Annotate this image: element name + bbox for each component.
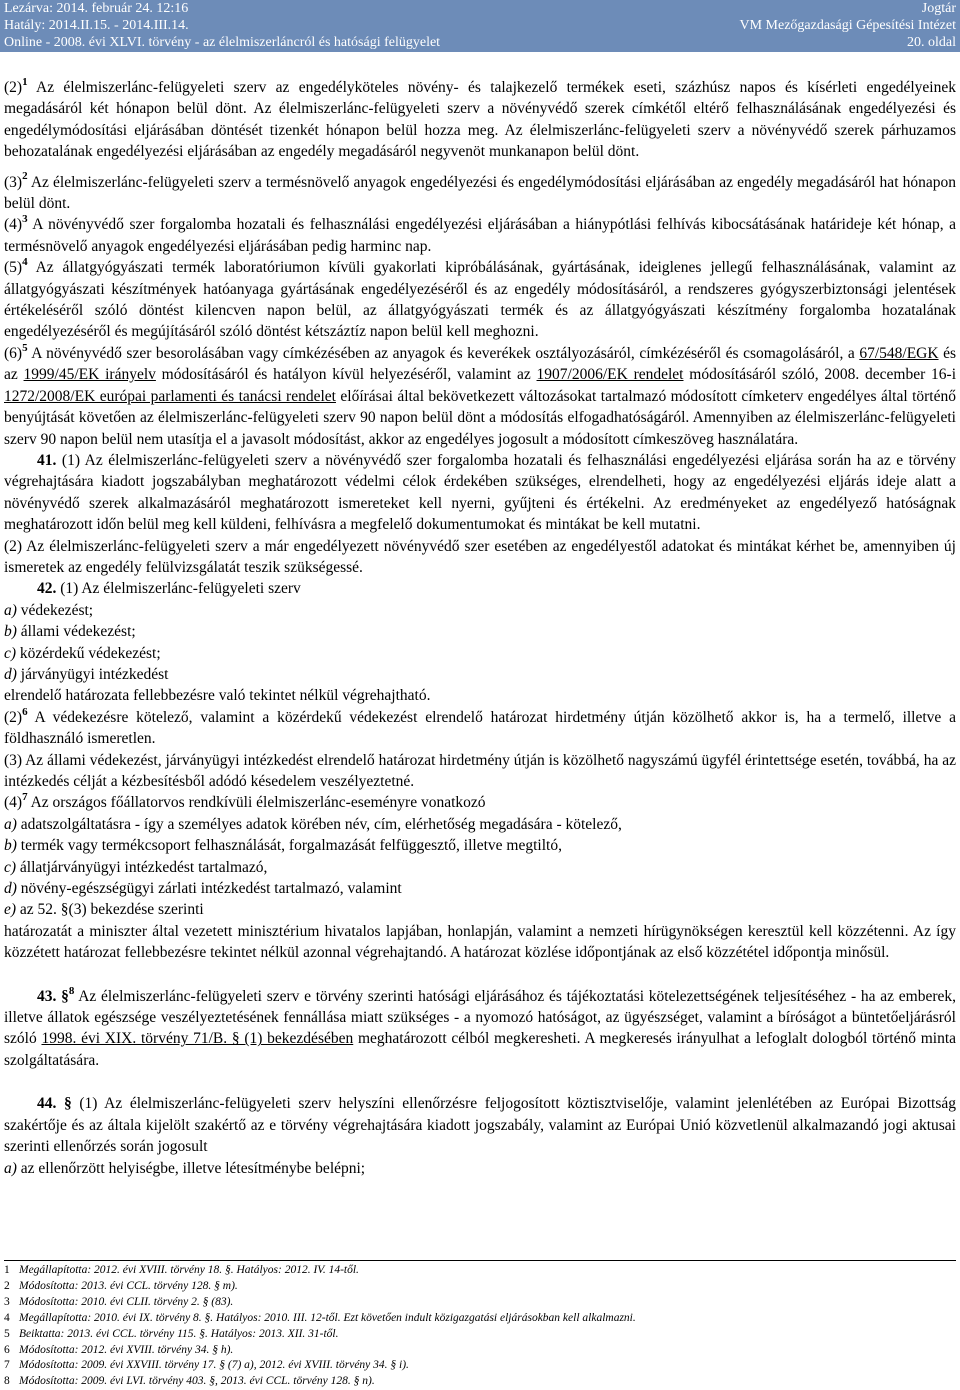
header-validity: Hatály: 2014.II.15. - 2014.III.14. xyxy=(4,18,189,33)
page-header xyxy=(0,0,960,52)
section-number: 41. xyxy=(37,451,57,469)
document-body xyxy=(4,77,956,1179)
list-item: a) védekezést; xyxy=(4,601,94,619)
footnote-ref[interactable]: 2 xyxy=(22,170,28,183)
header-closing-date: Lezárva: 2014. február 24. 12:16 xyxy=(4,1,189,16)
section-43: 43. §$^8$ Az élelmiszerlánc-felügyeleti szerv e törvény szerinti hatósági eljárásához és tájékoztatási kötelezettségének teljesítéséhez - ha az emberek, illetve állatok egészsége veszélyeztetésének fennállása miatt szükséges - a nyomozó hatóságot, az ügyészséget, valamint a bíróságot a büntetőeljárásról szóló 1998. évi XIX. törvény 71/B. § (1) bekezdésében meghatározott célból megkeresheti. A megkeresés irányulhat a lefoglalt dologból történő minta szolgáltatására. xyxy=(4,984,957,1069)
header-institute: VM Mezőgazdasági Gépesítési Intézet xyxy=(739,18,956,33)
link-1999-45-ek[interactable]: 1999/45/EK irányelv xyxy=(23,366,156,384)
footnote-ref[interactable]: 6 xyxy=(22,705,28,718)
section-41-paragraph-1: 41. (1) Az élelmiszerlánc-felügyeleti szerv a növényvédő szer forgalomba hozatali és felhasználási engedélyezési eljárása során ha az e törvény végrehajtására kiadott jogszabályban meghatározott védelmi célok érdekében szükséges, elrendelheti, hogy az engedélyezési eljárás ideje alatt a növényvédő szerek alkalmazásáról meghatározott ismereteket kell nyerni, gyűjteni és értékelni. Az eredményeket az engedélyező hatóságnak meghatározott időn belül meg kell küldeni, felhívásra a megfelelő dokumentumokat és mintákat be kell mutatni. xyxy=(4,451,956,534)
footnote: 6 Módosította: 2012. évi XVIII. törvény 34. § h). xyxy=(4,1343,234,1356)
list-item: d) járványügyi intézkedést xyxy=(4,665,169,683)
footnote-ref[interactable]: 5 xyxy=(22,341,28,354)
paragraph-4: $(4)^3$ A növényvédő szer forgalomba hozatali és felhasználási engedélyezési eljárásában a hiánypótlási felhívás kibocsátásának határideje két hónap, a termésnövelő anyagok engedélyezési eljárásában pedig harminc nap. xyxy=(4,213,956,255)
list-item: a) adatszolgáltatásra - így a személyes adatok körében név, cím, elérhetőség megadására - kötelező, xyxy=(4,815,622,833)
section-number: 44. § xyxy=(37,1095,72,1113)
link-1272-2008-ek[interactable]: 1272/2008/EK európai parlamenti és tanácsi rendelet xyxy=(4,387,336,405)
section-42-paragraph-3: (3) Az állami védekezést, járványügyi intézkedést elrendelő határozat hirdetmény útján is közölhető nagyszámú ügyfél érintettsége esetén, továbbá, ha az intézkedés célját a kézbesítésből adódó késedelem veszélyeztetné. xyxy=(4,751,956,790)
list-item: b) állami védekezést; xyxy=(4,623,136,641)
list-item: c) közérdekű védekezést; xyxy=(4,644,161,662)
list-item: d) növény-egészségügyi zárlati intézkedést tartalmazó, valamint xyxy=(4,880,402,898)
section-42-paragraph-1: 42. (1) Az élelmiszerlánc-felügyeleti szerv xyxy=(37,580,301,598)
header-brand: Jogtár xyxy=(921,1,956,16)
link-1998-xix[interactable]: 1998. évi XIX. törvény 71/B. § (1) bekezdésében xyxy=(41,1030,354,1048)
footnote-ref[interactable]: 4 xyxy=(22,256,28,269)
section-number: 42. xyxy=(37,580,57,598)
footnote-ref[interactable]: 3 xyxy=(22,213,28,226)
header-page-number: 20. oldal xyxy=(907,35,956,50)
section-41-paragraph-2: (2) Az élelmiszerlánc-felügyeleti szerv a már engedélyezett növényvédő szer esetében az engedélyestől adatokat és mintákat kérhet be, amennyiben új ismeretek az engedély felülvizsgálatát teszik szükségessé. xyxy=(4,537,956,576)
footnote: 3 Módosította: 2010. évi CLII. törvény 2. § (83). xyxy=(4,1295,234,1308)
footnote: 8 Módosította: 2009. évi LVI. törvény 403. §, 2013. évi CCL. törvény 128. § n). xyxy=(4,1375,375,1388)
section-number: 43. § xyxy=(37,987,69,1005)
footnote: 5 Beiktatta: 2013. évi CCL. törvény 115. §. Hatályos: 2013. XII. 31-től. xyxy=(4,1327,339,1340)
header-left xyxy=(4,0,440,51)
link-67-548-egk[interactable]: 67/548/EGK xyxy=(859,344,939,362)
section-44-paragraph-1: 44. § (1) Az élelmiszerlánc-felügyeleti szerv helyszíni ellenőrzésre feljogosított köztisztviselője, valamint jelenlétében az Európai Bizottság szakértője és az általa kijelölt szakértő az e törvény végrehajtására kiadott jogszabály, valamint az Európai Unió közvetlenül alkalmazandó jogi aktusai szerinti ellenőrzés során jogosult xyxy=(4,1095,957,1156)
list-item: a) az ellenőrzött helyiségbe, illetve létesítménybe belépni; xyxy=(4,1159,366,1177)
section-42-paragraph-4: $(4)^7$ Az országos főállatorvos rendkívüli élelmiszerlánc-eseményre vonatkozó xyxy=(4,791,486,812)
link-1907-2006-ek[interactable]: 1907/2006/EK rendelet xyxy=(536,366,684,384)
header-right xyxy=(739,0,956,51)
paragraph-5: $(5)^4$ Az állatgyógyászati termék laboratóriumon kívüli gyakorlati kipróbálásának, gyártásának, ideiglenes jellegű felhasználásának, valamint az állatgyógyászati készítmények hatóanyaga gyártásának engedélyezéséről és az engedély módosításáról, a rendszeres gyógyszerbiztonsági jelentések értékeléséről szóló döntést kilencven napon belül, az állatgyógyászati termék és az állatgyógyászati készítmény forgalomba hozatalának engedélyezéséről és megújításáról szóló döntést kétszáztíz napon belül kell meghozni. xyxy=(4,256,956,341)
footnote-ref[interactable]: 8 xyxy=(68,984,75,997)
paragraph-6: $(6)^5$ A növényvédő szer besorolásában vagy címkézésében az anyagok és keverékek osztályozásáról, címkézéséről és csomagolásáról, a 67/548/EGK és az 1999/45/EK irányelv módosításáról és hatályon kívül helyezéséről, valamint az 1907/2006/EK rendelet módosításáról szóló, 2008. december 16-i 1272/2008/EK európai parlamenti és tanácsi rendelet előírásai által bekövetkezett változásokat tartalmazó módosított címketerv engedélyes által történő benyújtását követően az élelmiszerlánc-felügyeleti szerv 90 napon belül dönt a módosítás elfogadhatóságáról. Amennyiben az élelmiszerlánc-felügyeleti szerv 90 napon belül nem utasítja el a javasolt módosítást, akkor az engedélyes jogosult a módosított címkeszöveg használatára. xyxy=(4,341,957,448)
footnote: 4 Megállapította: 2010. évi IX. törvény 8. §. Hatályos: 2010. III. 12-től. Ezt követően indult közigazgatási eljárásokban kell alkalmazni. xyxy=(4,1311,636,1324)
footnote-ref[interactable]: 7 xyxy=(22,791,28,804)
footnote-ref[interactable]: 1 xyxy=(22,75,28,88)
section-42-paragraph-2: $(2)^6$ A védekezésre kötelező, valamint a közérdekű védekezést elrendelő határozat hirdetmény útján közölhető akkor is, ha a termelő, illetve a földhasználó ismeretlen. xyxy=(4,705,956,748)
footnote: 1 Megállapította: 2012. évi XVIII. törvény 18. §. Hatályos: 2012. IV. 14-től. xyxy=(4,1264,359,1276)
footnotes xyxy=(4,1260,956,1390)
paragraph-2: $(2)^1$ Az élelmiszerlánc-felügyeleti szerv az engedélyköteles növény- és talajkezelő termékek eseti, százhúsz napos és kísérleti engedélyeinek megadásáról két hónapon belül dönt. Az élelmiszerlánc-felügyeleti szerv a növényvédő szerek címkétől eltérő felhasználásának engedélyezési és engedélymódosítási eljárásában döntését tizenkét hónapon belül hozza meg. Az élelmiszerlánc-felügyeleti szerv a növényvédő szerek párhuzamos behozatalának engedélyezési eljárásában az engedély megadásáról negyvenöt munkanapon belül dönt. xyxy=(4,75,956,161)
list-item: b) termék vagy termékcsoport felhasználását, forgalmazását felfüggesztő, illetve megtiltó, xyxy=(4,837,562,855)
list-item: e) az 52. §(3) bekezdése szerinti xyxy=(4,901,204,919)
header-law-title: Online - 2008. évi XLVI. törvény - az élelmiszerláncról és hatósági felügyelet xyxy=(4,35,441,50)
footnote: 2 Módosította: 2013. évi CCL. törvény 128. § m). xyxy=(4,1279,238,1292)
paragraph-3: $(3)^2$ Az élelmiszerlánc-felügyeleti szerv a termésnövelő anyagok engedélyezési és engedélymódosítási eljárásában az engedély megadásáról hat hónapon belül dönt. xyxy=(4,170,956,213)
section-42-closing-2: határozatát a miniszter által vezetett minisztérium hivatalos lapjában, honlapján, valamint a nemzeti hírügynökségen keresztül kell közzétenni. Az így közzétett határozat fellebbezésre tekintet nélkül azonnal végrehajtandó. A határozat közlése időpontjának az első közzététel időpontja minősül. xyxy=(4,922,956,962)
list-item: c) állatjárványügyi intézkedést tartalmazó, xyxy=(4,858,268,876)
footnote: 7 Módosította: 2009. évi XXVIII. törvény 17. § (7) a), 2012. évi XVIII. törvény 34. § i). xyxy=(4,1359,409,1372)
section-42-closing: elrendelő határozata fellebbezésre való tekintet nélkül végrehajtható. xyxy=(4,687,431,705)
